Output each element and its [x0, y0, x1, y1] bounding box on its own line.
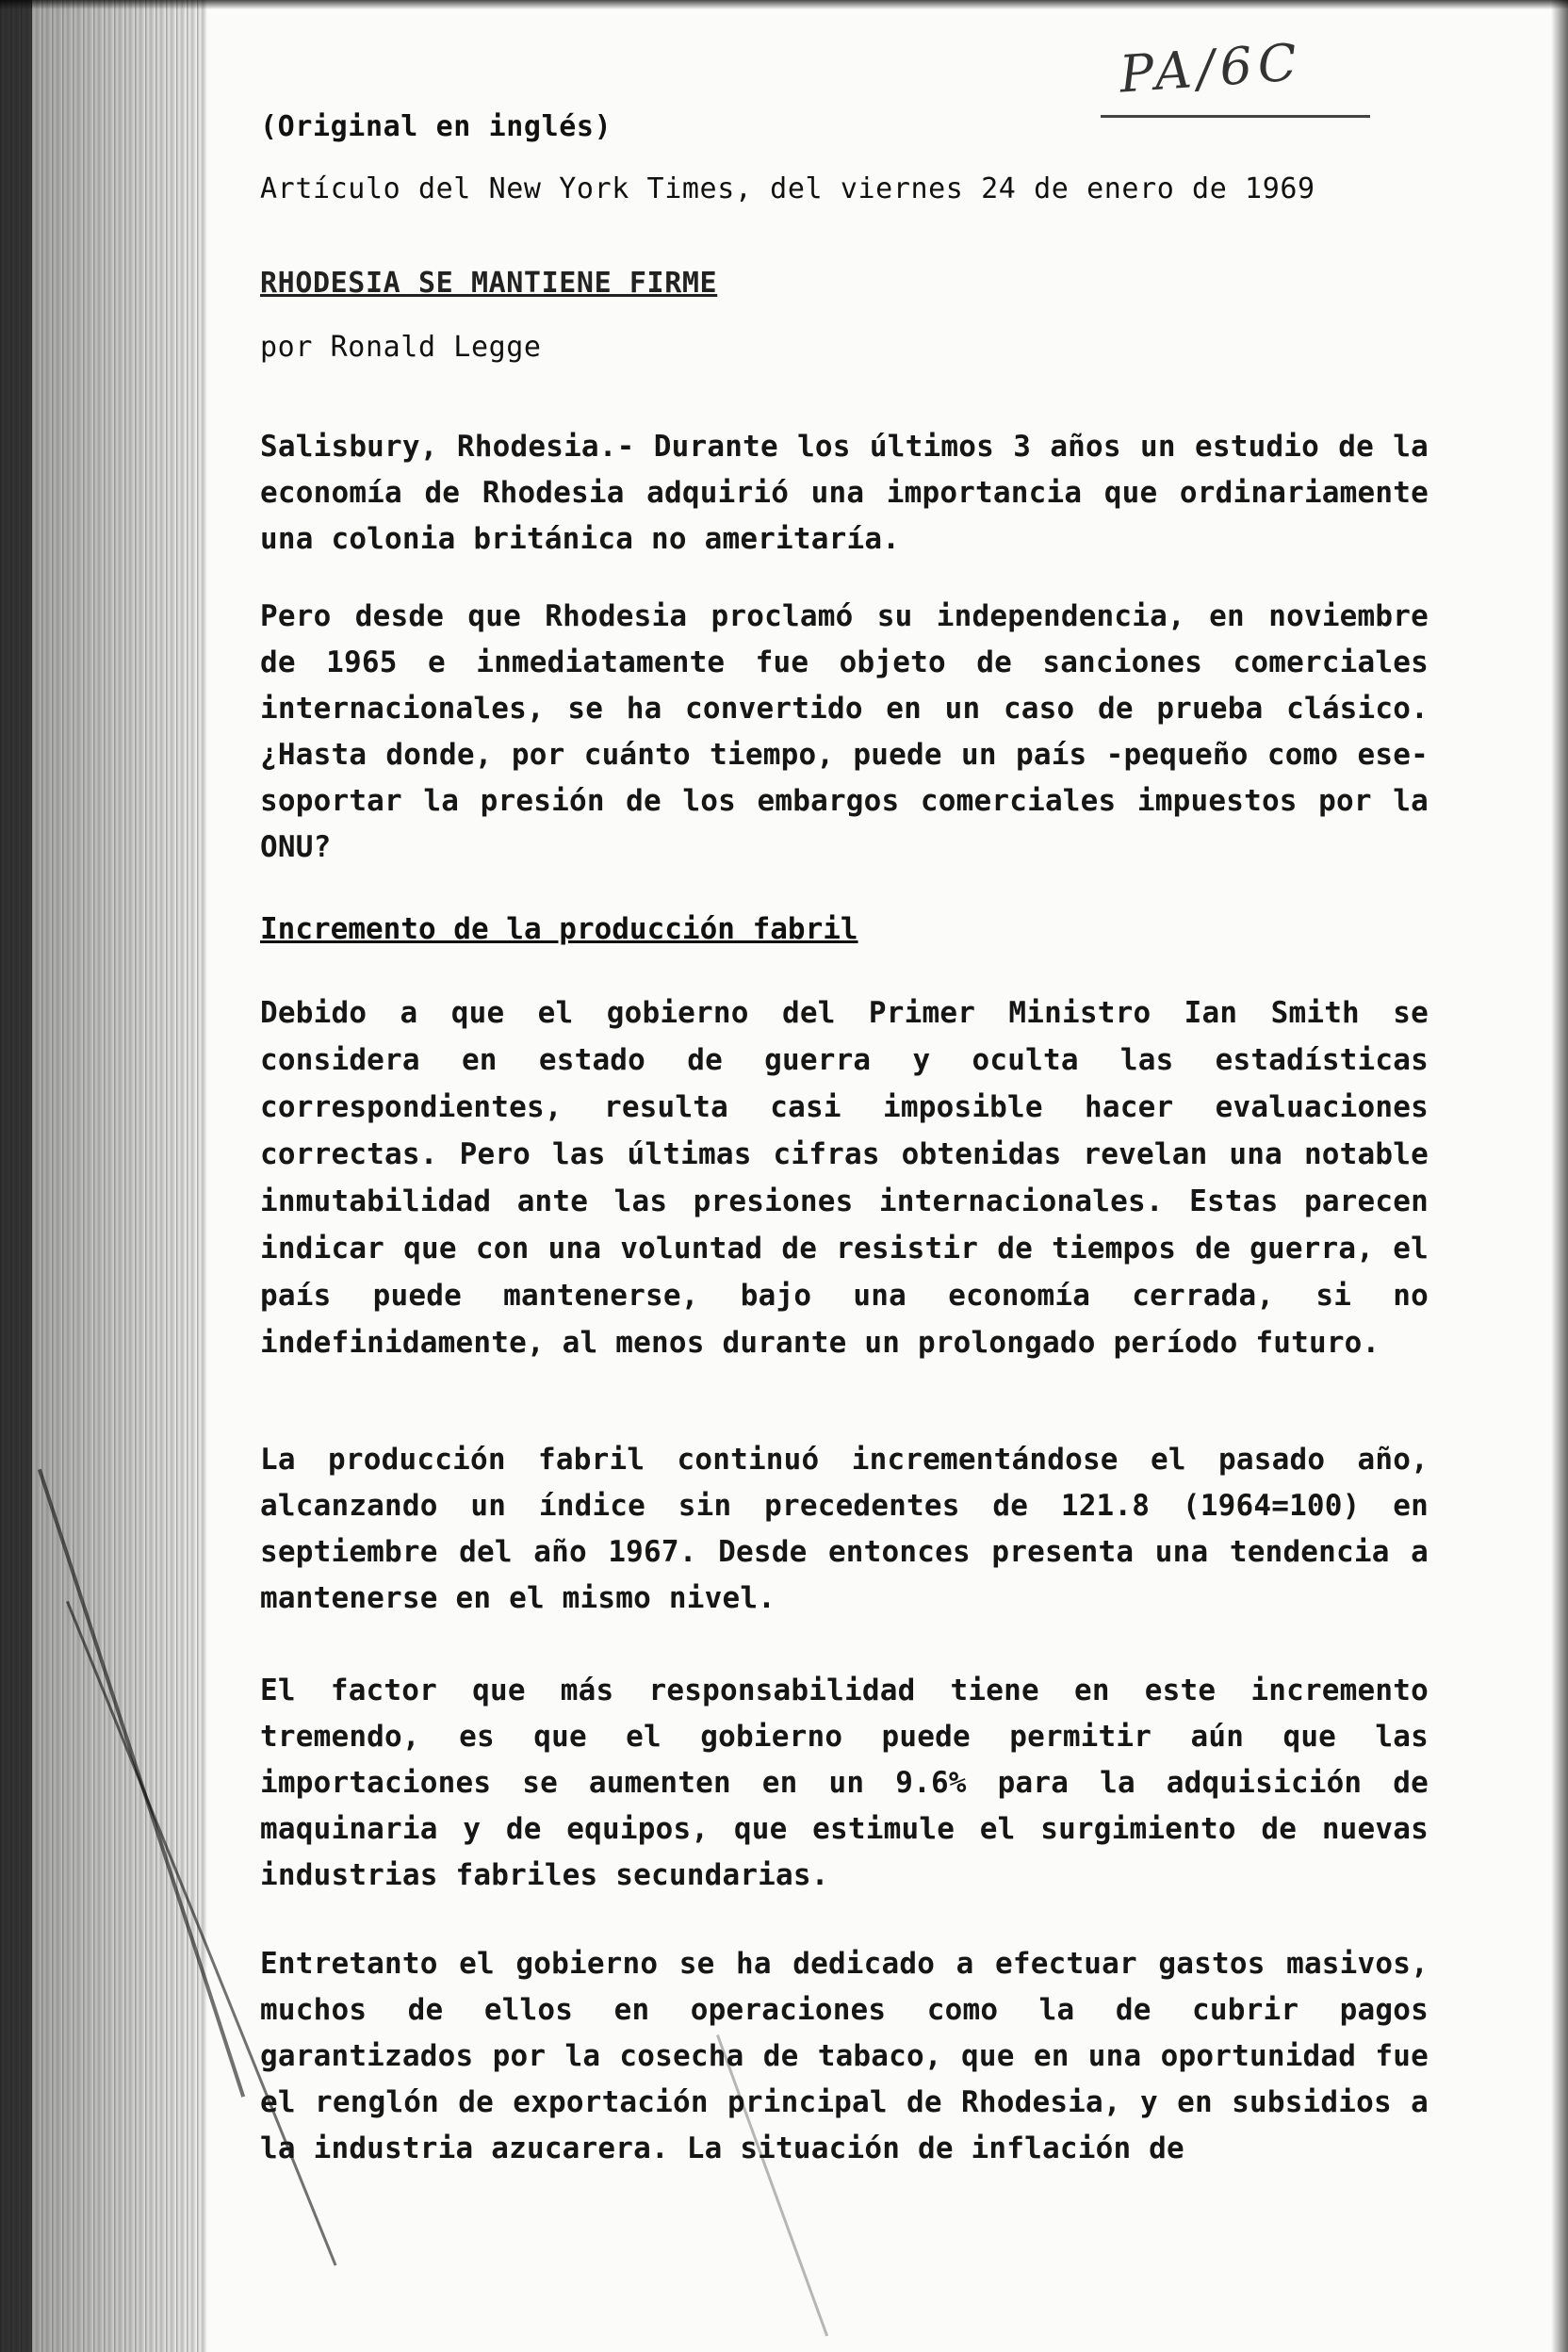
paragraph: La producción fabril continuó incrementándose el pasado año, alcanzando un índice sin precedentes de 121.8 (1964=100) en septiembre del año 1967. Desde entonces presenta una tendencia a mantenerse en el mismo nivel. — [260, 1443, 1429, 1615]
scan-top-edge — [0, 0, 1568, 9]
article-title: RHODESIA SE MANTIENE FIRME — [260, 267, 718, 300]
article-source-line: Artículo del New York Times, del viernes 24 de enero de 1969 — [260, 172, 1315, 205]
paragraph: Pero desde que Rhodesia proclamó su independencia, en noviembre de 1965 e inmediatamente fue objeto de sanciones comerciales internacionales, se ha convertido en un caso de prueba clásico. ¿Hasta donde, por cuánto tiempo, puede un país -pequeño como ese- soportar la presión de los embargos comerciales impuestos por la ONU? — [260, 599, 1429, 864]
paragraph: Debido a que el gobierno del Primer Ministro Ian Smith se considera en estado de guerra y oculta las estadísticas correspondientes, resulta casi imposible hacer evaluaciones correctas. Pero las últimas cifras obtenidas revelan una notable inmutabilidad ante las presiones internacionales. Estas parecen indicar que con una voluntad de resistir de tiempos de guerra, el país puede mantenerse, bajo una economía cerrada, si no indefinidamente, al menos durante un prolongado período futuro. — [260, 996, 1429, 1360]
original-language-note: (Original en inglés) — [260, 110, 612, 143]
handwritten-reference-mark: PA/6C — [1117, 32, 1305, 105]
paragraph: Salisbury, Rhodesia.- Durante los últimos 3 años un estudio de la economía de Rhodesia adquirió una importancia que ordinariamente una colonia británica no ameritaría. — [260, 430, 1429, 556]
paragraph: Entretanto el gobierno se ha dedicado a efectuar gastos masivos, muchos de ellos en operaciones como la de cubrir pagos garantizados por la cosecha de tabaco, que en una oportunidad fue el renglón de exportación principal de Rhodesia, y en subsidios a la industria azucarera. La situación de inflación de — [260, 1947, 1429, 2165]
article-byline: por Ronald Legge — [260, 331, 542, 364]
section-heading: Incremento de la producción fabril — [260, 912, 858, 946]
scan-margin-noise — [0, 0, 207, 2352]
scan-right-edge — [1551, 0, 1568, 2352]
handwritten-underline — [1101, 115, 1370, 118]
paragraph: El factor que más responsabilidad tiene en este incremento tremendo, es que el gobierno puede permitir aún que las importaciones se aumenten en un 9.6% para la adquisición de maquinaria y de equipos, que estimule el surgimiento de nuevas industrias fabriles secundarias. — [260, 1674, 1429, 1892]
